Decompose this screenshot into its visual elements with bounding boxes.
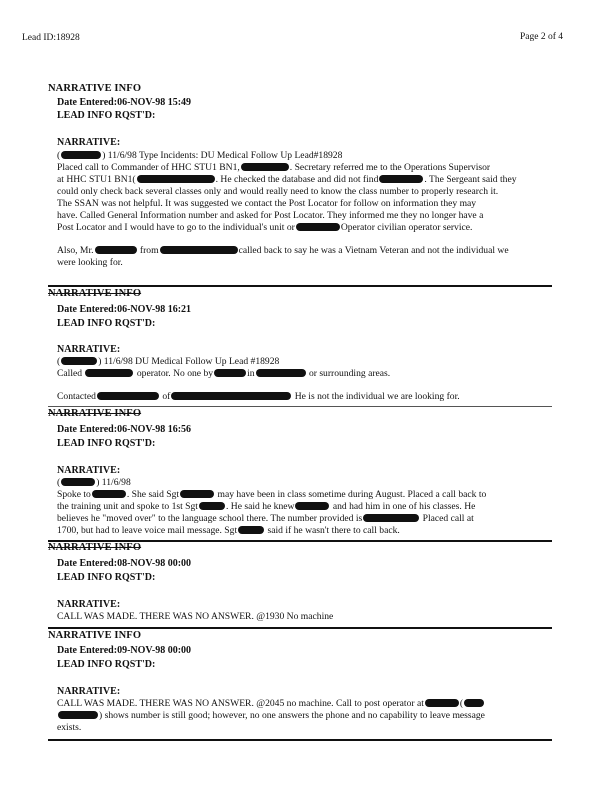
redaction (180, 490, 214, 498)
date-entered: Date Entered:08-NOV-98 00:00 (57, 558, 192, 569)
lead-info: LEAD INFO RQST'D: (57, 318, 156, 329)
lead-info: LEAD INFO RQST'D: (57, 110, 156, 121)
narrative-line: exists. (57, 722, 82, 733)
section-title: NARRATIVE INFO (48, 83, 142, 94)
lead-info: LEAD INFO RQST'D: (57, 659, 156, 670)
narrative-line: could only check back several classes only and would really need to know the class number to properly research it. (57, 186, 499, 197)
redaction (238, 526, 264, 534)
lead-id: Lead ID:18928 (22, 33, 80, 43)
narrative-line: ( ) 11/6/98 DU Medical Follow Up Lead #18928 (57, 356, 280, 367)
redaction (137, 175, 215, 183)
narrative-line: ) shows number is still good; however, no one answers the phone and no capability to leave message (57, 710, 485, 722)
redaction (241, 163, 289, 171)
redaction (379, 175, 423, 183)
narrative-line: have. Called General Information number and asked for Post Locator. They informed me they no longer have a (57, 210, 484, 221)
section-divider (48, 285, 552, 287)
narrative-label: NARRATIVE: (57, 465, 121, 476)
narrative-line: Also, Mr. from called back to say he was a Vietnam Veteran and not the individual we (57, 245, 509, 256)
redaction (61, 357, 97, 365)
narrative-line: Called operator. No one by in or surrounding areas. (57, 368, 391, 379)
redaction (61, 151, 101, 159)
section-title: NARRATIVE INFO (48, 542, 142, 553)
narrative-label: NARRATIVE: (57, 599, 121, 610)
redaction (363, 514, 419, 522)
narrative-line: Spoke to . She said Sgt may have been in class sometime during August. Placed a call back to (57, 489, 487, 500)
date-entered: Date Entered:06-NOV-98 16:21 (57, 304, 192, 315)
date-entered: Date Entered:06-NOV-98 16:56 (57, 424, 192, 435)
narrative-line: The SSAN was not helpful. It was suggested we contact the Post Locator for follow on information they may (57, 198, 477, 209)
narrative-line: Post Locator and I would have to go to the individual's unit or Operator civilian operator service. (57, 222, 473, 233)
redaction (95, 246, 137, 254)
section-title: NARRATIVE INFO (48, 408, 142, 419)
redaction (295, 502, 329, 510)
redaction (214, 369, 246, 377)
redaction (97, 392, 159, 400)
narrative-label: NARRATIVE: (57, 137, 121, 148)
narrative-label: NARRATIVE: (57, 344, 121, 355)
redaction (61, 478, 95, 486)
narrative-line: Contacted of He is not the individual we are looking for. (57, 391, 460, 402)
narrative-line: ( ) 11/6/98 Type Incidents: DU Medical Follow Up Lead#18928 (57, 150, 343, 161)
narrative-line: at HHC STU1 BN1( . He checked the database and did not find . The Sergeant said they (57, 174, 517, 185)
narrative-line: CALL WAS MADE. THERE WAS NO ANSWER. @2045 no machine. Call to post operator at ( (57, 698, 485, 710)
narrative-line: CALL WAS MADE. THERE WAS NO ANSWER. @1930 No machine (57, 611, 334, 622)
section-divider (48, 627, 552, 629)
narrative-line: were looking for. (57, 257, 123, 268)
redaction (464, 699, 484, 707)
narrative-line: believes he "moved over" to the language school there. The number provided is Placed call at (57, 513, 474, 524)
page-number: Page 2 of 4 (520, 32, 564, 42)
section-title: NARRATIVE INFO (48, 630, 142, 641)
redaction (160, 246, 238, 254)
redaction (171, 392, 291, 400)
redaction (256, 369, 306, 377)
redaction (85, 369, 133, 377)
lead-info: LEAD INFO RQST'D: (57, 438, 156, 449)
narrative-line: ( ) 11/6/98 (57, 477, 131, 488)
redaction (199, 502, 225, 510)
section-title: NARRATIVE INFO (48, 288, 142, 299)
lead-info: LEAD INFO RQST'D: (57, 572, 156, 583)
redaction (58, 711, 98, 719)
narrative-line: Placed call to Commander of HHC STU1 BN1, . Secretary referred me to the Operations Supervisor (57, 162, 491, 173)
narrative-line: the training unit and spoke to 1st Sgt . He said he knew and had him in one of his classes. He (57, 501, 476, 512)
narrative-line: 1700, but had to leave voice mail message. Sgt said if he wasn't there to call back. (57, 525, 400, 536)
narrative-label: NARRATIVE: (57, 686, 121, 697)
date-entered: Date Entered:09-NOV-98 00:00 (57, 645, 192, 656)
redaction (92, 490, 126, 498)
redaction (425, 699, 459, 707)
section-divider (48, 739, 552, 741)
redaction (296, 223, 340, 231)
section-divider (48, 406, 552, 407)
date-entered: Date Entered:06-NOV-98 15:49 (57, 97, 192, 108)
